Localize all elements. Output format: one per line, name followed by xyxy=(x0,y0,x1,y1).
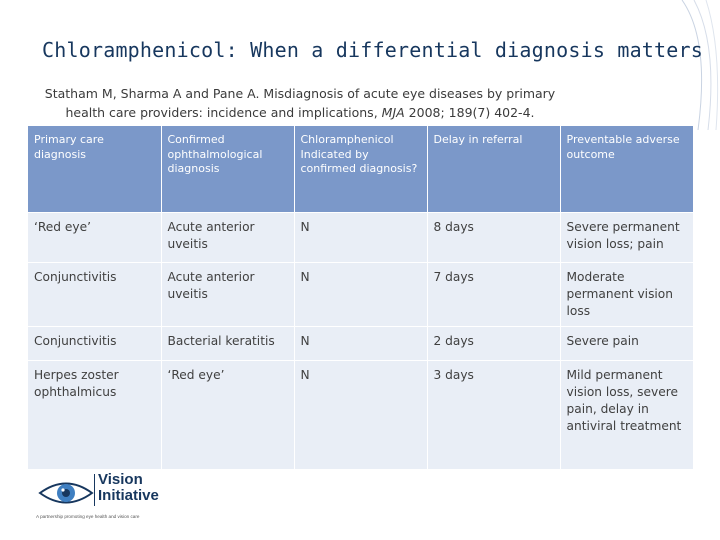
table-row xyxy=(28,327,693,361)
table-cell: 2 days xyxy=(427,327,560,361)
logo-tagline: A partnership promoting eye health and vision care xyxy=(36,514,140,519)
table-cell: Herpes zoster ophthalmicus xyxy=(28,361,161,470)
table-cell: Bacterial keratitis xyxy=(161,327,294,361)
table-cell: Acute anterior uveitis xyxy=(161,263,294,327)
table-cell: ‘Red eye’ xyxy=(161,361,294,470)
slide-title: Chloramphenicol: When a differential diagnosis matters xyxy=(42,38,704,62)
table-cell: N xyxy=(294,213,427,263)
header-chloramphenicol-indicated: Chloramphenicol Indicated by confirmed diagnosis? xyxy=(294,126,427,213)
table-row xyxy=(28,361,693,470)
referral-table xyxy=(28,126,693,469)
table-cell: ‘Red eye’ xyxy=(28,213,161,263)
table-cell: Conjunctivitis xyxy=(28,327,161,361)
logo-wordmark xyxy=(98,472,159,504)
citation-line-1: Statham M, Sharma A and Pane A. Misdiagnosis of acute eye diseases by primary xyxy=(44,86,556,101)
citation-line-2-end: 2008; 189(7) 402-4. xyxy=(404,105,535,120)
header-delay-in-referral: Delay in referral xyxy=(427,126,560,213)
table-cell: Severe pain xyxy=(560,327,693,361)
table-row xyxy=(28,213,693,263)
table-cell: Severe permanent vision loss; pain xyxy=(560,213,693,263)
table-cell: 3 days xyxy=(427,361,560,470)
table-cell: Conjunctivitis xyxy=(28,263,161,327)
vision-initiative-logo xyxy=(34,470,194,530)
eye-icon xyxy=(38,476,94,510)
header-confirmed-diagnosis: Confirmed ophthalmological diagnosis xyxy=(161,126,294,213)
citation-line-2-start: health care providers: incidence and implications, xyxy=(65,105,382,120)
table-cell: N xyxy=(294,327,427,361)
header-preventable-outcome: Preventable adverse outcome xyxy=(560,126,693,213)
header-primary-care-diagnosis: Primary care diagnosis xyxy=(28,126,161,213)
logo-name-line-1: Vision xyxy=(98,471,143,488)
citation xyxy=(30,84,570,122)
corner-decoration xyxy=(610,0,720,130)
table-header-row xyxy=(28,126,693,213)
table-cell: N xyxy=(294,263,427,327)
table-cell: Mild permanent vision loss, severe pain, delay in antiviral treatment xyxy=(560,361,693,470)
citation-journal: MJA xyxy=(381,105,405,120)
logo-divider xyxy=(94,474,95,506)
table-cell: N xyxy=(294,361,427,470)
table-cell: Moderate permanent vision loss xyxy=(560,263,693,327)
table-cell: Acute anterior uveitis xyxy=(161,213,294,263)
table-cell: 7 days xyxy=(427,263,560,327)
table-row xyxy=(28,263,693,327)
logo-name-line-2: Initiative xyxy=(98,487,159,504)
table-cell: 8 days xyxy=(427,213,560,263)
